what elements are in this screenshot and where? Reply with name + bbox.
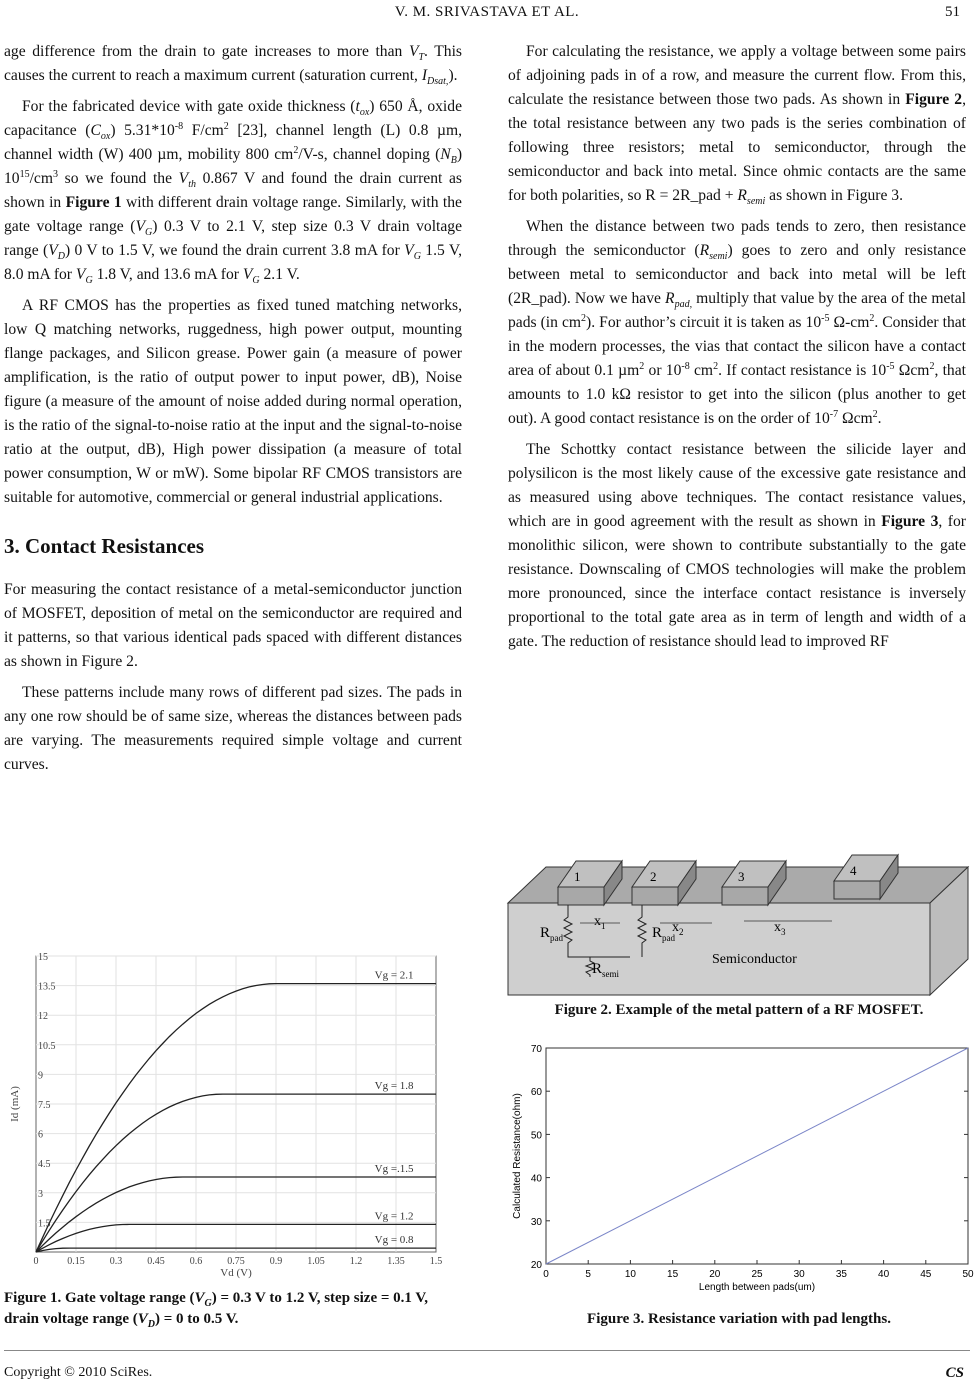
y-tick-label: 30 — [530, 1216, 542, 1228]
x-axis-label: Vd (V) — [220, 1267, 252, 1279]
r-pad-label-1: $R_{pad}$ — [540, 925, 564, 943]
y-tick-label: 20 — [530, 1260, 542, 1271]
paragraph: A RF CMOS has the properties as fixed tuned matching networks, low Q matching networks, ruggedness, high power output, mounting flange packages, and Silicon grease. Power gain (a measure of power amplification, is the ratio of output power to input power, dB), Noise figure (a measure of the amount of noise added during normal operation, is the ratio of the signal-to-noise ratio at the input and the signal-to-noise ratio at the output, dB), High power dissipation (a measure of total power consumption, W or mW). Some bipolar RF CMOS transistors are suitable for automotive, commercial or general industrial applications. — [4, 297, 462, 506]
x-tick-label: 1.5 — [429, 1256, 443, 1267]
x-tick-label: 50 — [962, 1269, 974, 1280]
y-tick-label: 7.5 — [38, 1100, 51, 1111]
section-heading: 3. Contact Resistances — [4, 534, 205, 558]
x-tick-label: 20 — [709, 1269, 721, 1280]
x-tick-label: 35 — [835, 1269, 847, 1280]
paragraph: These patterns include many rows of different pad sizes. The pads in any one row should be of same size, whereas the distances between pads are varying. The measurements required simple voltage and current curves. — [4, 684, 462, 773]
x-tick-label: 0.45 — [147, 1256, 165, 1267]
series-label: Vg = 2.1 — [374, 969, 414, 982]
r-pad-label-2: $R_{pad}$ — [652, 925, 676, 943]
figure-1 — [4, 948, 462, 1278]
svg-text:4: 4 — [850, 863, 857, 878]
x3-label: $x_3$ — [774, 920, 786, 937]
y-tick-label: 13.5 — [38, 981, 56, 993]
paragraph: For the fabricated device with gate oxide thickness $(t_{ox})$ 650 Å, oxide capacitance $(C_{ox})$ $5.31*10^{-8}$ $F/cm^2$ [23], channel length (L) 0.8 µm, channel width (W) 400 µm, mobility 800 $cm^2/V-s$, channel doping $(N_B)$ $10^{15}/cm^3$ so we found the $V_{th}$ 0.867 V and found the drain current as shown in Figure 1 with different drain voltage range. Similarly, with the gate voltage range $(V_G)$ 0.3 V to 2.1 V, step size 0.3 V drain voltage range $(V_D)$ 0 V to 1.5 V, we found the drain current 3.8 mA for $V_G$ 1.5 V, 8.0 mA for $V_G$ 1.8 V, and 13.6 mA for $V_G$ 2.1 V. — [4, 98, 463, 287]
x-tick-label: 1.35 — [387, 1256, 405, 1267]
semiconductor-label: Semiconductor — [712, 952, 797, 967]
svg-text:2: 2 — [650, 869, 657, 884]
x-tick-label: 30 — [793, 1269, 805, 1280]
x-tick-label: 15 — [667, 1269, 679, 1280]
y-tick-label: 1.5 — [38, 1218, 51, 1230]
x-axis-label: Length between pads(um) — [698, 1282, 816, 1293]
left-column — [4, 40, 462, 784]
svg-text:1: 1 — [574, 869, 581, 884]
x-tick-label: 5 — [585, 1269, 591, 1280]
x1-label: $x_1$ — [594, 914, 606, 931]
series-label: Vg = 1.8 — [374, 1080, 414, 1093]
x-tick-label: 0 — [33, 1256, 39, 1267]
y-axis-label: Calculated Resistance(ohm) — [512, 1093, 523, 1219]
series-label: Vg =.1.5 — [374, 1163, 414, 1176]
figure-3-caption: Figure 3. Resistance variation with pad lengths. — [587, 1311, 891, 1327]
paragraph: For measuring the contact resistance of a metal-semiconductor junction of MOSFET, deposition of metal on the semiconductor are required and it patterns, so that various identical pads spaced with different distances as shown in Figure 2. — [4, 581, 462, 670]
x-tick-label: 25 — [751, 1269, 763, 1280]
figure-2-caption: Figure 2. Example of the metal pattern of a RF MOSFET. — [554, 1002, 924, 1018]
x-tick-label: 1.2 — [349, 1256, 363, 1267]
paragraph: The Schottky contact resistance between the silicide layer and polysilicon is the most likely cause of the excessive gate resistance and as measured using above techniques. The contact resistance values, which are in good agreement with the result as shown in Figure 3, for monolithic silicon, were shown to contribute substantially to the gate resistance. Downscaling of CMOS technologies will make the problem more pronounced, since the interface contact resistance is inversely proportional to the total gate area as in term of length and width of a gate. The reduction of resistance should lead to improved RF — [508, 441, 966, 650]
resistance-chart — [506, 1040, 972, 1300]
y-tick-label: 9 — [38, 1070, 43, 1082]
x-tick-label: 45 — [920, 1269, 932, 1280]
metal-pattern-diagram — [506, 845, 970, 1005]
figure-1-caption: Figure 1. Gate voltage range $(V_G) = 0.3$ V to 1.2 V, step size = 0.1 V, drain voltage range $(V_D) = 0$ to 0.5 V. — [4, 1290, 429, 1330]
y-tick-label: 3 — [38, 1188, 43, 1200]
x-tick-label: 40 — [878, 1269, 890, 1280]
paragraph: For calculating the resistance, we apply a voltage between some pairs of adjoining pads in of a row, and measure the current flow. From this, calculate the resistance between those two pads. As shown in Figure 2, the total resistance between any two pads is the series combination of following three resistors; metal to semiconductor, through the semiconductor and back into metal. Since ohmic contacts are the same for both polarities, so R = 2R_pad + $R_{semi}$ as shown in Figure 3. — [508, 43, 966, 208]
footer-copyright: Copyright © 2010 SciRes. — [4, 1365, 153, 1380]
y-tick-label: 10.5 — [38, 1040, 56, 1052]
right-column — [508, 40, 966, 661]
figure-2 — [506, 845, 970, 1005]
x-tick-label: 0 — [543, 1269, 549, 1280]
x-tick-label: 0.6 — [189, 1256, 203, 1267]
y-tick-label: 4.5 — [38, 1159, 51, 1171]
y-tick-label: 50 — [530, 1130, 542, 1142]
paragraph: age difference from the drain to gate increases to more than $V_T$. This causes the current to reach a maximum current (saturation current, $I_{Dsat,}$). — [4, 43, 462, 88]
x-tick-label: 0.15 — [67, 1256, 85, 1267]
y-tick-label: 60 — [530, 1087, 542, 1099]
figure-3 — [506, 1040, 972, 1300]
y-tick-label: 6 — [38, 1129, 43, 1141]
y-tick-label: 70 — [530, 1044, 542, 1055]
series-label: Vg = 0.8 — [374, 1234, 414, 1247]
page-number: 51 — [945, 4, 960, 20]
y-tick-label: 15 — [38, 952, 48, 963]
running-header-author: V. M. SRIVASTAVA ET AL. — [394, 4, 580, 20]
footer-rule — [4, 1350, 970, 1351]
series-label: Vg = 1.2 — [374, 1210, 414, 1223]
svg-text:3: 3 — [738, 869, 745, 884]
x-tick-label: 0.75 — [227, 1256, 245, 1267]
x-tick-label: 0.3 — [109, 1256, 123, 1267]
x-tick-label: 10 — [624, 1269, 636, 1280]
x2-label: $x_2$ — [672, 920, 684, 937]
y-axis-label: Id (mA) — [9, 1086, 21, 1122]
x-tick-label: 0.9 — [269, 1256, 283, 1267]
substrate-front — [508, 903, 930, 995]
paragraph: When the distance between two pads tends to zero, then resistance through the semiconductor $(R_{semi})$ goes to zero and only resistance between metal to semiconductor and back into metal will be left (2R_pad). Now we have $R_{pad,}$ multiply that value by the area of the metal pads (in $cm^2$). For author’s circuit it is taken as $10^{-5}$ $\Omega-cm^2$. Consider that in the modern processes, the vias that contact the silicon have a contact area of about 0.1 µm$^2$ or $10^{-8}$ $cm^2$. If contact resistance is $10^{-5}$ Ωcm$^2$, that amounts to 1.0 kΩ resistor to get into the silicon (plus another to get out). A good contact resistance is on the order of $10^{-7}$ Ωcm$^2$. — [508, 218, 966, 427]
y-tick-label: 12 — [38, 1011, 48, 1023]
r-semi-label: $R_{semi}$ — [592, 961, 620, 979]
id-vd-chart — [4, 948, 462, 1278]
y-tick-label: 40 — [530, 1173, 542, 1185]
footer-journal: CS — [945, 1365, 964, 1381]
x-tick-label: 1.05 — [307, 1256, 325, 1267]
